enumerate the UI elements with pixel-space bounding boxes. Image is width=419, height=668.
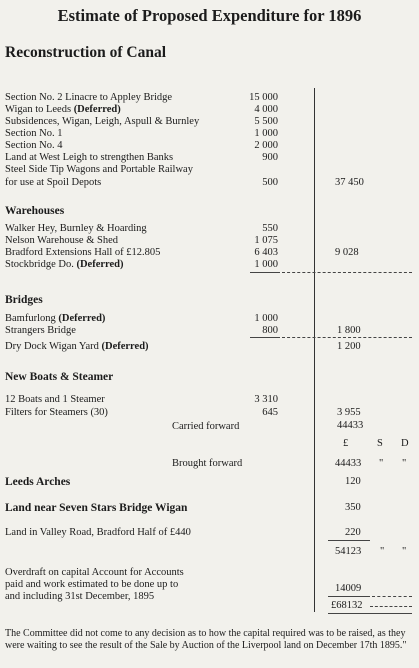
dashed-rule [372, 596, 412, 597]
canal-item-amount: 500 [262, 177, 278, 188]
canal-item-amount: 4 000 [254, 104, 278, 115]
dashed-rule [282, 337, 412, 338]
rule [328, 540, 370, 541]
carried-forward-label: Carried forward [172, 421, 240, 432]
boats-total: 3 955 [337, 407, 361, 418]
leeds-arches-label: Leeds Arches [5, 476, 71, 488]
boats-heading: New Boats & Steamer [5, 371, 114, 383]
brought-forward-label: Brought forward [172, 458, 243, 469]
footnote: The Committee did not come to any decision as to how the capital required was to be raised, as they were waiting to see the result of the Sale by Auction of the Liverpool land on December 17th 1895." [5, 628, 407, 651]
warehouse-item-label: Walker Hey, Burnley & Hoarding [5, 223, 147, 234]
canal-total: 37 450 [335, 177, 364, 188]
canal-item-label: Section No. 2 Linacre to Appley Bridge [5, 92, 173, 103]
bridge-item-amount: 800 [262, 325, 278, 336]
rule [328, 613, 412, 614]
bridge-item-amount: 1 000 [254, 313, 278, 324]
pounds-column-header: £ [343, 438, 349, 449]
column-divider [314, 88, 315, 612]
carried-forward-amount: 44433 [337, 420, 364, 431]
section-heading: Reconstruction of Canal [5, 44, 167, 61]
rule [250, 272, 280, 273]
overdraft-line: paid and work estimated to be done up to [5, 579, 179, 590]
grand-total: £68132 [331, 600, 363, 611]
canal-item-amount: 900 [262, 152, 278, 163]
boat-item-amount: 3 310 [254, 394, 278, 405]
ditto-mark: " [402, 458, 407, 469]
dashed-rule [282, 272, 412, 273]
bridges-total: 1 800 [337, 325, 361, 336]
warehouse-item-amount: 1 000 [254, 259, 278, 270]
warehouse-item-label: Stockbridge Do. (Deferred) [5, 259, 124, 270]
rule [328, 596, 370, 597]
bridge-item-label: Strangers Bridge [5, 325, 76, 336]
canal-item-label: Land at West Leigh to strengthen Banks [5, 152, 174, 163]
valley-road-amount: 220 [345, 527, 361, 538]
warehouse-item-amount: 1 075 [254, 235, 278, 246]
overdraft-line: and including 31st December, 1895 [5, 591, 155, 602]
warehouse-item-label: Nelson Warehouse & Shed [5, 235, 118, 246]
seven-stars-amount: 350 [345, 502, 361, 513]
canal-item-label: Steel Side Tip Wagons and Portable Railway [5, 164, 193, 175]
canal-item-amount: 15 000 [249, 92, 278, 103]
dashed-rule [370, 606, 412, 607]
page-title: Estimate of Proposed Expenditure for 1896 [57, 6, 362, 25]
leeds-arches-amount: 120 [345, 476, 361, 487]
overdraft-line: Overdraft on capital Account for Accounts [5, 567, 184, 578]
dry-dock-amount: 1 200 [337, 341, 361, 352]
canal-item-label: Subsidences, Wigan, Leigh, Aspull & Burnley [5, 116, 200, 127]
brought-forward-amount: 44433 [335, 458, 362, 469]
canal-item-amount: 1 000 [254, 128, 278, 139]
ditto-mark: " [380, 546, 385, 557]
shillings-column-header: S [377, 438, 383, 449]
canal-item-label: Wigan to Leeds (Deferred) [5, 104, 121, 115]
seven-stars-label: Land near Seven Stars Bridge Wigan [5, 502, 188, 514]
canal-item-amount: 2 000 [254, 140, 278, 151]
ditto-mark: " [379, 458, 384, 469]
bridge-item-label: Bamfurlong (Deferred) [5, 313, 106, 324]
warehouses-heading: Warehouses [5, 205, 65, 217]
ditto-mark: " [402, 546, 407, 557]
pence-column-header: D [401, 438, 409, 449]
warehouses-total: 9 028 [335, 247, 359, 258]
rule [250, 337, 280, 338]
dry-dock-label: Dry Dock Wigan Yard (Deferred) [5, 341, 149, 352]
canal-item-label: Section No. 4 [5, 140, 63, 151]
overdraft-amount: 14009 [335, 583, 362, 594]
bridges-heading: Bridges [5, 294, 43, 306]
warehouse-item-amount: 550 [262, 223, 278, 234]
warehouse-item-label: Bradford Extensions Hall of £12.805 [5, 247, 161, 258]
canal-item-label: for use at Spoil Depots [5, 177, 102, 188]
boat-item-label: 12 Boats and 1 Steamer [5, 394, 105, 405]
warehouse-item-amount: 6 403 [254, 247, 278, 258]
canal-item-amount: 5 500 [254, 116, 278, 127]
boat-item-amount: 645 [262, 407, 278, 418]
valley-road-label: Land in Valley Road, Bradford Half of £440 [5, 527, 191, 538]
boat-item-label: Filters for Steamers (30) [5, 407, 108, 418]
subtotal-amount: 54123 [335, 546, 362, 557]
canal-item-label: Section No. 1 [5, 128, 63, 139]
